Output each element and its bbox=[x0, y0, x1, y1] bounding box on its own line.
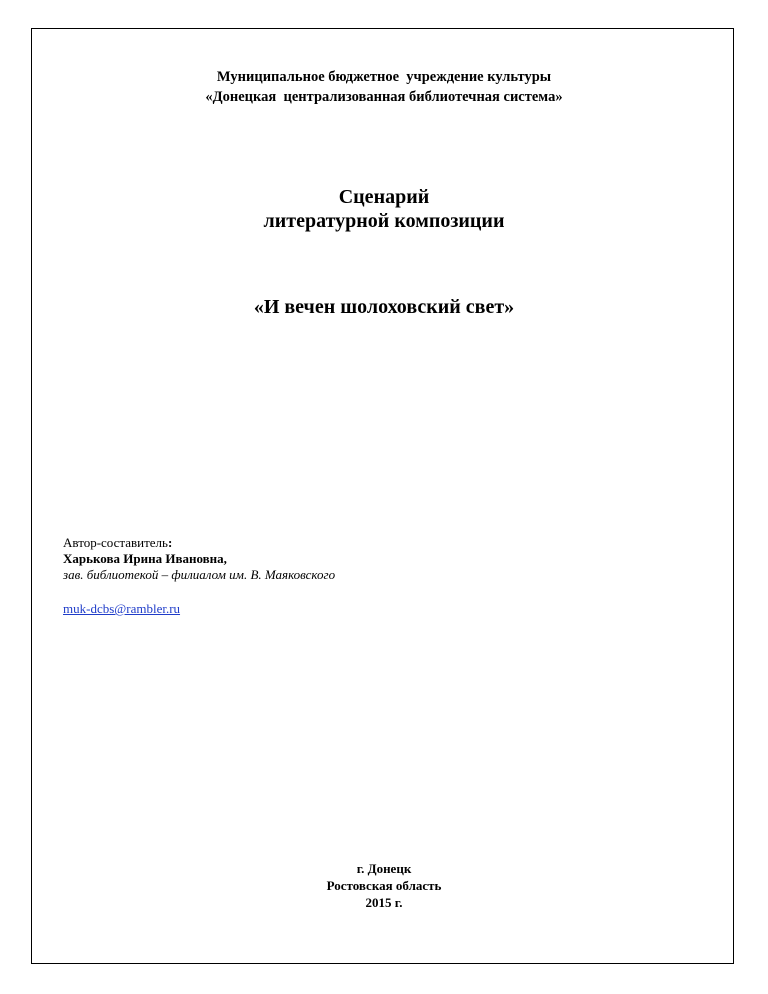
email-link[interactable]: muk-dcbs@rambler.ru bbox=[63, 601, 181, 616]
title-line-2: литературной композиции bbox=[263, 210, 505, 232]
footer-block bbox=[0, 860, 768, 911]
organization-line-2: «Донецкая централизованная библиотечная система» bbox=[205, 89, 563, 105]
footer-city: г. Донецк bbox=[356, 861, 412, 876]
footer-region: Ростовская область bbox=[326, 878, 442, 893]
author-position: зав. библиотекой – филиалом им. В. Маяковского bbox=[63, 567, 336, 582]
author-name: Харькова Ирина Ивановна, bbox=[63, 551, 227, 566]
author-label-text: Автор-составитель bbox=[63, 535, 168, 550]
document-subtitle: «И вечен шолоховский свет» bbox=[253, 296, 515, 318]
author-label-colon: : bbox=[167, 535, 173, 550]
organization-line-1: Муниципальное бюджетное учреждение культуры bbox=[216, 69, 552, 85]
title-line-1: Сценарий bbox=[338, 186, 430, 208]
email-block bbox=[63, 601, 180, 617]
page-border bbox=[31, 28, 734, 964]
author-label bbox=[63, 535, 663, 551]
document-title bbox=[0, 185, 768, 233]
footer-year: 2015 г. bbox=[365, 895, 403, 910]
organization-header bbox=[0, 67, 768, 107]
author-block bbox=[63, 535, 663, 583]
